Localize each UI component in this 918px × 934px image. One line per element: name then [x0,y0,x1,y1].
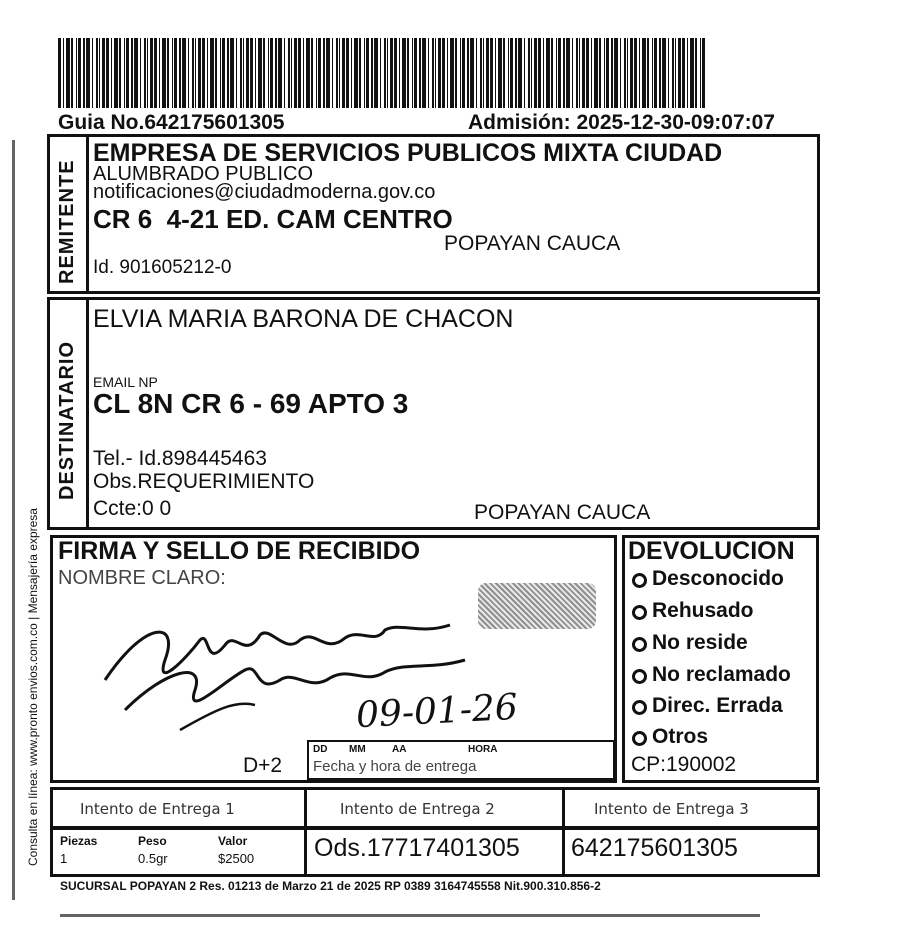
piezas-value: 1 [60,851,68,866]
barcode-bar [354,38,358,108]
barcode-bar [428,38,429,108]
barcode-bar [620,38,621,108]
piezas-label: Piezas [60,834,98,848]
barcode-bar [675,38,676,108]
barcode-bar [543,38,544,108]
barcode-bar [419,38,421,108]
barcode-bar [99,38,100,108]
barcode-bar [188,38,189,108]
destinatario-tel: Tel.- Id.898445463 [93,447,267,470]
barcode-bar [662,38,666,108]
barcode-bar [611,38,613,108]
barcode-bar [58,38,61,108]
barcode-bar [414,38,417,108]
scan-edge-bottom [60,914,760,917]
barcode-bar [119,38,121,108]
bottom-divider-1 [304,827,307,877]
barcode-bar [162,38,166,108]
barcode-bar [172,38,173,108]
barcode-bar [316,38,317,108]
barcode-bar [668,38,669,108]
barcode-bar [339,38,340,108]
barcode-bar [202,38,205,108]
barcode-bar [630,38,633,108]
barcode-bar [700,38,701,108]
date-header-hora: HORA [468,744,498,755]
intento-2-label: Intento de Entrega 2 [340,800,495,818]
barcode-bar [563,38,565,108]
barcode-bar [442,38,445,108]
intentos-divider-2 [562,787,565,829]
devolucion-cp: CP:190002 [631,753,737,776]
barcode-bar [582,38,585,108]
barcode-bar [332,38,333,108]
barcode-bar [528,38,530,108]
intentos-divider-1 [304,787,307,829]
barcode-bar [236,38,237,108]
barcode-bar [594,38,598,108]
barcode-bar [695,38,697,108]
intento-3-label: Intento de Entrega 3 [594,800,749,818]
barcode-bar [240,38,242,108]
option-label: Desconocido [652,567,784,590]
barcode-bar [586,38,589,108]
barcode-bar [167,38,169,108]
barcode-bar [546,38,550,108]
peso-value: 0.5gr [138,851,168,866]
option-label: No reclamado [652,663,791,686]
devolucion-option-direc-errada[interactable] [632,694,783,718]
handwritten-date: 09-01-26 [355,686,519,737]
barcode-bar [534,38,537,108]
devolucion-option-rehusado[interactable] [632,599,754,623]
remitente-divider [86,134,89,294]
barcode-bar [659,38,661,108]
barcode-bar [538,38,541,108]
barcode-bar [402,38,406,108]
barcode-bar [654,38,657,108]
barcode-bar [258,38,262,108]
barcode-bar [599,38,601,108]
barcode-bar [131,38,133,108]
destinatario-city: POPAYAN CAUCA [474,501,651,524]
destinatario-address: CL 8N CR 6 - 69 APTO 3 [93,388,409,419]
option-label: Rehusado [652,599,754,622]
barcode-bar [154,38,157,108]
barcode-bar [642,38,646,108]
barcode-bar [323,38,325,108]
barcode-bar [207,38,208,108]
barcode-bar [291,38,292,108]
guia-number-bottom: 642175601305 [571,834,738,862]
barcode-bar [326,38,330,108]
barcode-bar [342,38,345,108]
barcode-bar [566,38,570,108]
barcode-bar [634,38,637,108]
barcode-bar [346,38,349,108]
barcode-bar [250,38,253,108]
date-header-dd: DD [313,744,328,755]
remitente-email: notificaciones@ciudadmoderna.gov.co [93,181,436,203]
devolucion-option-no-reside[interactable] [632,631,748,655]
intento-1-label: Intento de Entrega 1 [80,800,235,818]
barcode-bar [371,38,373,108]
barcode-bar [63,38,64,108]
barcode-bar [351,38,352,108]
barcode-bar [336,38,338,108]
barcode-bar [227,38,229,108]
barcode-bar [106,38,109,108]
barcode-bar [198,38,201,108]
barcode-bar [483,38,484,108]
barcode-bar [476,38,477,108]
barcode-bar [364,38,365,108]
valor-label: Valor [218,834,248,848]
destinatario-email: EMAIL NP [93,374,158,390]
barcode-bar [192,38,194,108]
barcode-bar [83,38,85,108]
barcode-bar [306,38,310,108]
checkbox-circle-icon [632,731,647,746]
checkbox-circle-icon [632,637,647,652]
barcode-bar [243,38,244,108]
barcode-bar [495,38,496,108]
barcode-bar [222,38,225,108]
barcode-bar [394,38,397,108]
barcode-bar [438,38,441,108]
barcode-bar [124,38,125,108]
barcode-bar [614,38,618,108]
destinatario-divider [86,297,89,530]
barcode-bar [690,38,694,108]
barcode-bar [215,38,217,108]
devolucion-title: DEVOLUCION [628,537,795,565]
barcode [58,38,706,108]
barcode-bar [268,38,269,108]
barcode-bar [134,38,138,108]
barcode-bar [111,38,112,108]
barcode-bar [150,38,153,108]
firma-title: FIRMA Y SELLO DE RECIBIDO [58,537,421,565]
barcode-bar [71,38,73,108]
barcode-bar [702,38,705,108]
barcode-bar [486,38,489,108]
barcode-bar [639,38,640,108]
remitente-line2: ALUMBRADO PUBLICO [93,163,314,185]
barcode-bar [390,38,393,108]
barcode-bar [551,38,553,108]
barcode-bar [470,38,474,108]
d-plus-label: D+2 [243,754,283,777]
nombre-claro-label: NOMBRE CLARO: [58,567,226,589]
remitente-company: EMPRESA DE SERVICIOS PUBLICOS MIXTA CIUDAD [93,139,723,167]
barcode-bar [435,38,436,108]
barcode-bar [652,38,653,108]
barcode-bar [182,38,186,108]
barcode-bar [311,38,313,108]
barcode-bar [576,38,578,108]
bottom-divider-2 [562,827,565,877]
checkbox-circle-icon [632,669,647,684]
barcode-bar [556,38,557,108]
barcode-bar [422,38,426,108]
remitente-label: REMITENTE [56,159,78,284]
destinatario-name: ELVIA MARIA BARONA DE CHACON [93,305,514,333]
destinatario-label: DESTINATARIO [56,340,78,500]
date-header-aa: AA [392,744,407,755]
barcode-bar [275,38,277,108]
barcode-bar [503,38,505,108]
checkbox-circle-icon [632,605,647,620]
devolucion-option-desconocido[interactable] [632,567,784,591]
barcode-bar [510,38,513,108]
barcode-bar [591,38,592,108]
valor-value: $2500 [218,851,255,866]
barcode-bar [179,38,181,108]
barcode-bar [159,38,160,108]
barcode-bar [288,38,290,108]
barcode-bar [518,38,522,108]
barcode-bar [102,38,105,108]
barcode-bar [255,38,256,108]
barcode-bar [467,38,469,108]
barcode-bar [672,38,674,108]
barcode-bar [687,38,688,108]
barcode-bar [399,38,400,108]
barcode-bar [114,38,118,108]
barcode-bar [450,38,454,108]
barcode-bar [531,38,532,108]
barcode-bar [96,38,98,108]
barcode-graphic [58,38,706,108]
barcode-bar [278,38,282,108]
barcode-bar [624,38,626,108]
barcode-bar [147,38,148,108]
barcode-bar [210,38,214,108]
barcode-bar [508,38,509,108]
barcode-bar [66,38,70,108]
option-label: Direc. Errada [652,694,783,717]
barcode-bar [606,38,609,108]
barcode-bar [303,38,304,108]
barcode-bar [86,38,90,108]
barcode-bar [407,38,409,108]
destinatario-obs: Obs.REQUERIMIENTO [93,470,315,493]
side-website-text: Consulta en línea: www.pronto envios.com.co | Mensajería expresa [26,508,40,866]
barcode-bar [374,38,378,108]
barcode-bar [76,38,77,108]
barcode-bar [604,38,605,108]
devolucion-option-no-reclamado[interactable] [632,663,791,687]
barcode-bar [678,38,681,108]
barcode-bar [462,38,465,108]
scan-edge-left [12,140,15,900]
remitente-city: POPAYAN CAUCA [444,232,621,255]
barcode-bar [318,38,321,108]
option-label: Otros [652,725,709,748]
ods-number: Ods.17717401305 [314,834,520,862]
option-label: No reside [652,631,748,654]
barcode-bar [412,38,413,108]
barcode-bar [627,38,628,108]
fecha-entrega-label: Fecha y hora de entrega [313,758,477,775]
guia-number: Guia No.642175601305 [58,111,285,134]
remitente-id: Id. 901605212-0 [93,257,232,278]
barcode-bar [432,38,434,108]
barcode-bar [682,38,685,108]
barcode-bar [384,38,386,108]
checkbox-circle-icon [632,700,647,715]
barcode-bar [579,38,580,108]
barcode-bar [460,38,461,108]
admision-datetime: Admisión: 2025-12-30-09:07:07 [468,111,775,134]
barcode-bar [174,38,177,108]
barcode-bar [144,38,146,108]
barcode-bar [92,38,93,108]
barcode-bar [78,38,81,108]
barcode-bar [387,38,388,108]
barcode-bar [263,38,265,108]
date-header-mm: MM [349,744,366,755]
devolucion-option-otros[interactable] [632,725,708,749]
barcode-bar [572,38,573,108]
barcode-bar [270,38,273,108]
barcode-bar [524,38,525,108]
barcode-bar [294,38,297,108]
peso-label: Peso [138,834,167,848]
footer-text: SUCURSAL POPAYAN 2 Res. 01213 de Marzo 21 de 2025 RP 0389 3164745558 Nit.900.310.856-2 [60,879,601,893]
destinatario-ccte: Ccte:0 0 [93,497,172,520]
barcode-bar [558,38,561,108]
barcode-bar [490,38,493,108]
barcode-bar [195,38,196,108]
checkbox-circle-icon [632,573,647,588]
barcode-bar [455,38,457,108]
remitente-address: CR 6 4-21 ED. CAM CENTRO [93,204,453,234]
barcode-bar [140,38,141,108]
barcode-bar [359,38,361,108]
barcode-bar [647,38,649,108]
barcode-bar [515,38,517,108]
barcode-bar [498,38,502,108]
barcode-bar [480,38,482,108]
barcode-bar [380,38,381,108]
barcode-bar [284,38,285,108]
barcode-bar [366,38,369,108]
barcode-bar [447,38,448,108]
barcode-bar [298,38,301,108]
barcode-bar [220,38,221,108]
barcode-bar [230,38,234,108]
barcode-bar [246,38,249,108]
barcode-bar [126,38,129,108]
